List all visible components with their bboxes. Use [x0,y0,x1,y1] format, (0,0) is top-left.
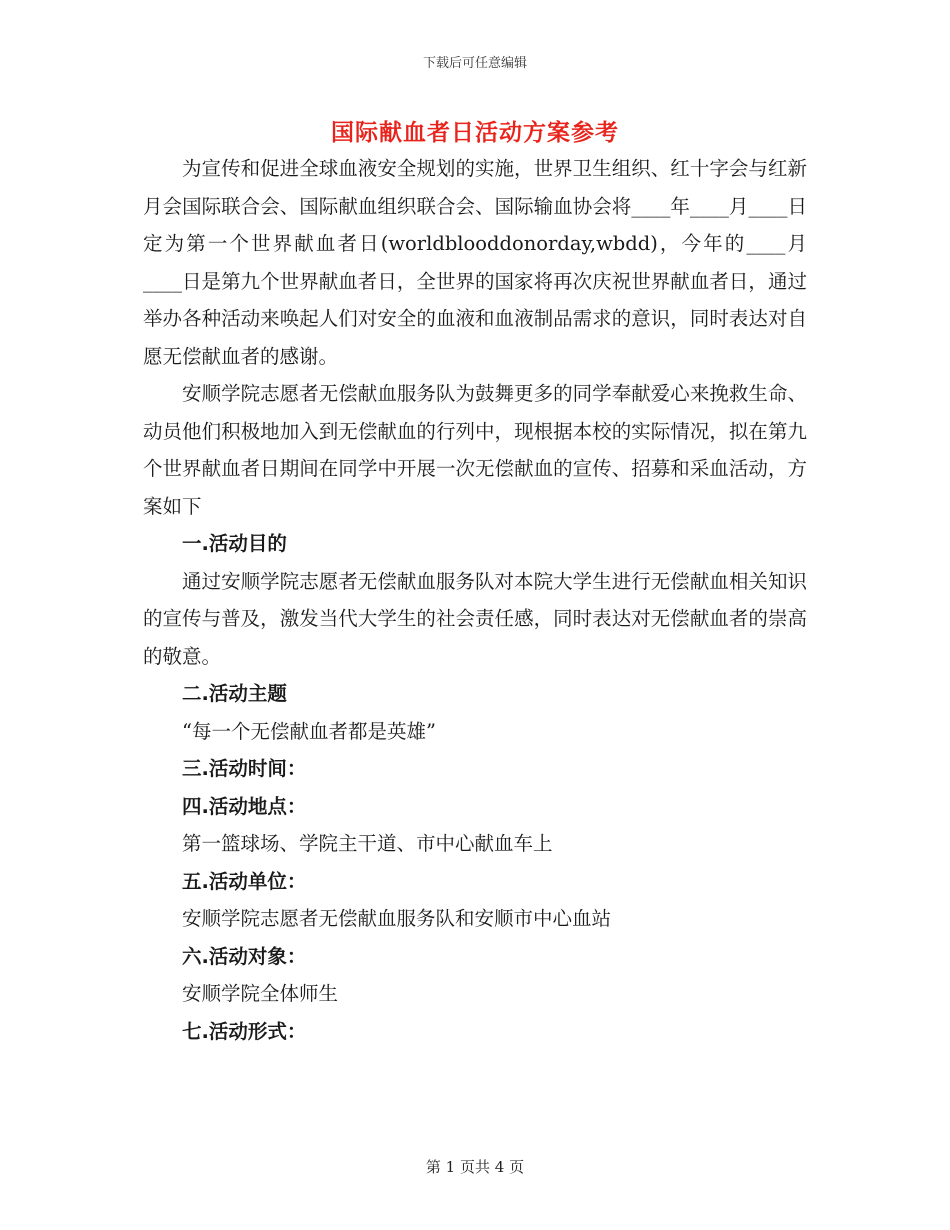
section-heading-time: 三.活动时间： [182,757,307,780]
document-body [143,150,807,1050]
page-number: 第 1 页共 4 页 [425,1158,525,1176]
section-body-location: 第一篮球场、学院主干道、市中心献血车上 [182,832,553,855]
section-heading-purpose: 一.活动目的 [182,532,287,555]
intro-paragraph-2: 安顺学院志愿者无偿献血服务队为鼓舞更多的同学奉献爱心来挽救生命、动员他们积极地加入到无偿献血的行列中，现根据本校的实际情况，拟在第九个世界献血者日期间在同学中开展一次无偿献血的宣传、招募和采血活动，方案如下 [143,382,807,518]
section-heading-organizer: 五.活动单位： [182,869,307,893]
document-title: 国际献血者日活动方案参考 [331,119,619,146]
intro-paragraph-1: 为宣传和促进全球血液安全规划的实施，世界卫生组织、红十字会与红新月会国际联合会、国际献血组织联合会、国际输血协会将____年____月____日定为第一个世界献血者日(worldblooddonorday,wbdd)，今年的____月____日是第九个世界献血者日，全世界的国家将再次庆祝世界献血者日，通过举办各种活动来唤起人们对安全的血液和血液制品需求的意识，同时表达对自愿无偿献血者的感谢。 [143,157,807,368]
section-heading-theme: 二.活动主题 [182,682,287,705]
section-body-organizer: 安顺学院志愿者无偿献血服务队和安顺市中心血站 [182,907,612,930]
section-heading-audience: 六.活动对象： [182,944,307,968]
section-heading-format: 七.活动形式： [182,1019,307,1043]
section-body-theme: “每一个无偿献血者都是英雄” [182,719,436,743]
page-header-note: 下载后可任意编辑 [422,56,527,71]
section-heading-location: 四.活动地点： [182,794,307,818]
section-body-audience: 安顺学院全体师生 [182,982,339,1005]
section-body-purpose: 通过安顺学院志愿者无偿献血服务队对本院大学生进行无偿献血相关知识的宣传与普及，激发当代大学生的社会责任感，同时表达对无偿献血者的崇高的敬意。 [143,569,807,668]
